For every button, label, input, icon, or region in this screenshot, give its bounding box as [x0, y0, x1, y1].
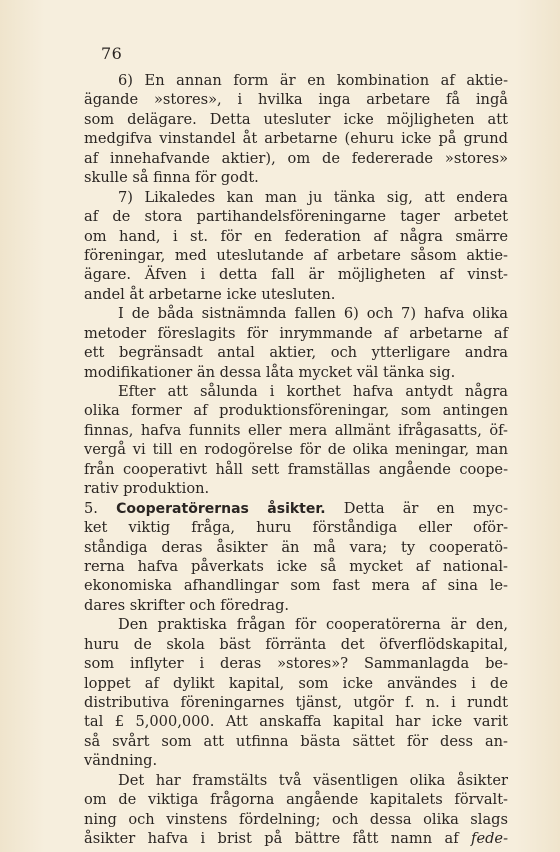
text-line: finnas, hafva funnits eller mera allmänt ifrågasatts, öf-	[84, 421, 508, 439]
text-line: ägare. Äfven i detta fall är möjligheten af vinst-	[84, 266, 508, 284]
text-line: rativ produktion.	[84, 480, 210, 498]
text-line: ett begränsadt antal aktier, och ytterligare andra	[84, 344, 508, 362]
text-block-2	[84, 518, 508, 829]
text-line: Efter att sålunda i korthet hafva antydt några	[118, 383, 508, 400]
text-line: loppet af dylikt kapital, som icke användes i de	[84, 674, 508, 692]
text-line: från cooperativt håll sett framställas angående coope-	[84, 460, 508, 478]
text-line: som delägare. Detta utesluter icke möjligheten att	[84, 110, 508, 128]
final-line-italic: fede-	[471, 830, 508, 848]
text-line: 6) En annan form är en kombination af aktie-	[118, 72, 508, 89]
body-text	[84, 71, 508, 849]
text-line: distributiva föreningarnes tjänst, utgör f. n. i rundt	[84, 694, 508, 711]
section-heading-line	[84, 499, 508, 518]
text-line: vändning.	[84, 752, 158, 770]
text-line: dares skrifter och föredrag.	[84, 596, 290, 614]
text-line: 7) Likaledes kan man ju tänka sig, att endera	[118, 188, 508, 206]
text-line: ket viktig fråga, huru förståndiga eller oför-	[84, 519, 508, 537]
text-block-1	[84, 71, 508, 499]
text-line: om de viktiga frågorna angående kapitalets förvalt-	[84, 791, 508, 809]
text-line: ekonomiska afhandlingar som fast mera af sina le-	[84, 577, 508, 595]
text-line: modifikationer än dessa låta mycket väl tänka sig.	[84, 363, 456, 381]
text-line: om hand, i st. för en federation af några smärre	[84, 227, 508, 245]
final-line-text: åsikter hafva i brist på bättre fått namn af	[84, 830, 459, 848]
page-number: 76	[101, 44, 123, 63]
text-line: af innehafvande aktier), om de federerade »stores»	[84, 149, 508, 167]
section-number: 5.	[84, 499, 98, 517]
text-line: rerna hafva påverkats icke så mycket af national-	[84, 557, 508, 575]
text-line: tal £ 5,000,000. Att anskaffa kapital har icke varit	[84, 713, 508, 731]
text-line: ning och vinstens fördelning; och dessa olika slags	[84, 810, 508, 828]
text-line: Den praktiska frågan för cooperatörerna är den,	[118, 616, 508, 634]
text-line: ståndiga deras åsikter än må vara; ty cooperatö-	[84, 538, 508, 556]
text-line: af de stora partihandelsföreningarne tager arbetet	[84, 208, 508, 226]
text-line: I de båda sistnämnda fallen 6) och 7) hafva olika	[118, 305, 508, 323]
final-text-line	[84, 829, 508, 848]
text-line: så svårt som att utfinna bästa sättet för dess an-	[84, 732, 508, 750]
text-line: som inflyter i deras »stores»? Sammanlagda be-	[84, 655, 508, 673]
text-line: föreningar, med uteslutande af arbetare såsom aktie-	[84, 246, 508, 264]
text-line: vergå vi till en rodogörelse för de olika meningar, man	[84, 441, 508, 459]
text-line: olika former af produktionsföreningar, som antingen	[84, 402, 508, 420]
text-line: Det har framstälts två väsentligen olika åsikter	[118, 771, 508, 789]
section-heading: Cooperatörernas åsikter.	[116, 500, 326, 517]
text-line: huru de skola bäst förränta det öfverflödskapital,	[84, 635, 508, 653]
text-line: skulle så finna för godt.	[84, 169, 259, 187]
text-line: metoder föreslagits för inrymmande af arbetarne af	[84, 324, 508, 342]
section-heading-rest: Detta är en myc-	[343, 499, 508, 517]
text-line: andel åt arbetarne icke utesluten.	[84, 285, 336, 303]
text-line: ägande »stores», i hvilka inga arbetare få ingå	[84, 91, 508, 109]
text-line: medgifva vinstandel åt arbetarne (ehuru icke på grund	[84, 130, 508, 148]
